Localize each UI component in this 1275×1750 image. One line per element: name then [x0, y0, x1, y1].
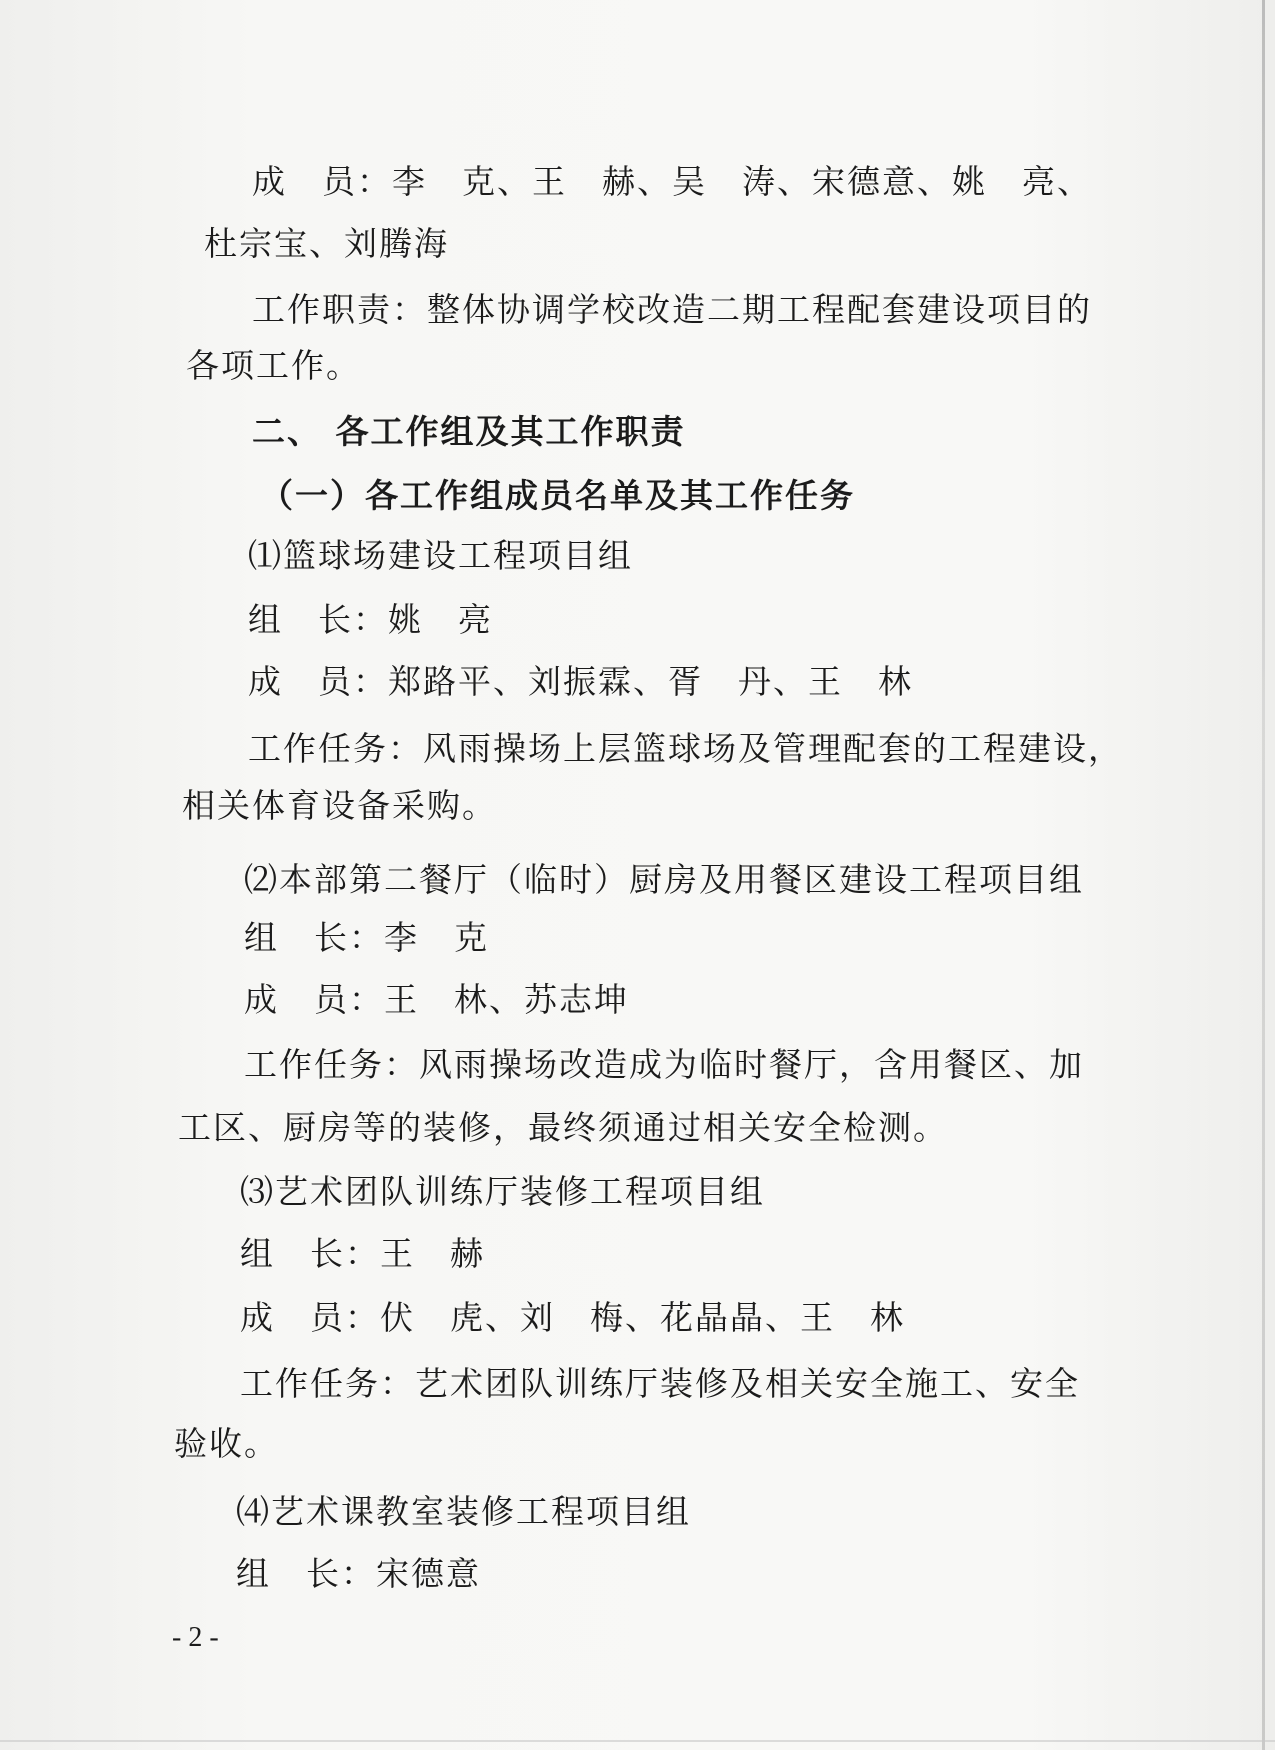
duty-line: 工作职责：整体协调学校改造二期工程配套建设项目的	[252, 290, 1092, 329]
duty-line-cont: 各项工作。	[186, 346, 361, 385]
page-number: - 2 -	[172, 1622, 219, 1653]
group-2-task-cont: 工区、厨房等的装修，最终须通过相关安全检测。	[178, 1108, 948, 1147]
group-3-task-cont: 验收。	[174, 1424, 279, 1463]
members-line: 成 员：李 克、王 赫、吴 涛、宋德意、姚 亮、	[252, 162, 1092, 201]
group-2-task: 工作任务：风雨操场改造成为临时餐厅，含用餐区、加	[244, 1045, 1084, 1084]
group-3-title: ⑶艺术团队训练厅装修工程项目组	[240, 1172, 765, 1211]
group-2-title: ⑵本部第二餐厅（临时）厨房及用餐区建设工程项目组	[244, 860, 1084, 899]
scan-edge-bottom	[0, 1740, 1275, 1742]
group-1-task-cont: 相关体育设备采购。	[182, 786, 497, 825]
group-1-leader: 组 长：姚 亮	[248, 600, 493, 639]
group-4-leader: 组 长：宋德意	[236, 1554, 481, 1593]
group-3-leader: 组 长：王 赫	[240, 1234, 485, 1273]
group-2-leader: 组 长：李 克	[244, 918, 489, 957]
section-heading-2: 二、 各工作组及其工作职责	[252, 412, 686, 451]
group-3-members: 成 员：伏 虎、刘 梅、花晶晶、王 林	[240, 1298, 905, 1337]
group-4-title: ⑷艺术课教室装修工程项目组	[236, 1492, 691, 1531]
group-3-task: 工作任务：艺术团队训练厅装修及相关安全施工、安全	[240, 1364, 1080, 1403]
group-1-task: 工作任务：风雨操场上层篮球场及管理配套的工程建设，	[248, 729, 1123, 768]
members-line-cont: 杜宗宝、刘腾海	[204, 224, 449, 263]
group-1-members: 成 员：郑路平、刘振霖、胥 丹、王 林	[248, 662, 913, 701]
scan-edge-right	[1262, 0, 1265, 1750]
group-1-title: ⑴篮球场建设工程项目组	[248, 536, 633, 575]
subsection-heading-1: （一）各工作组成员名单及其工作任务	[260, 476, 855, 515]
group-2-members: 成 员：王 林、苏志坤	[244, 980, 629, 1019]
